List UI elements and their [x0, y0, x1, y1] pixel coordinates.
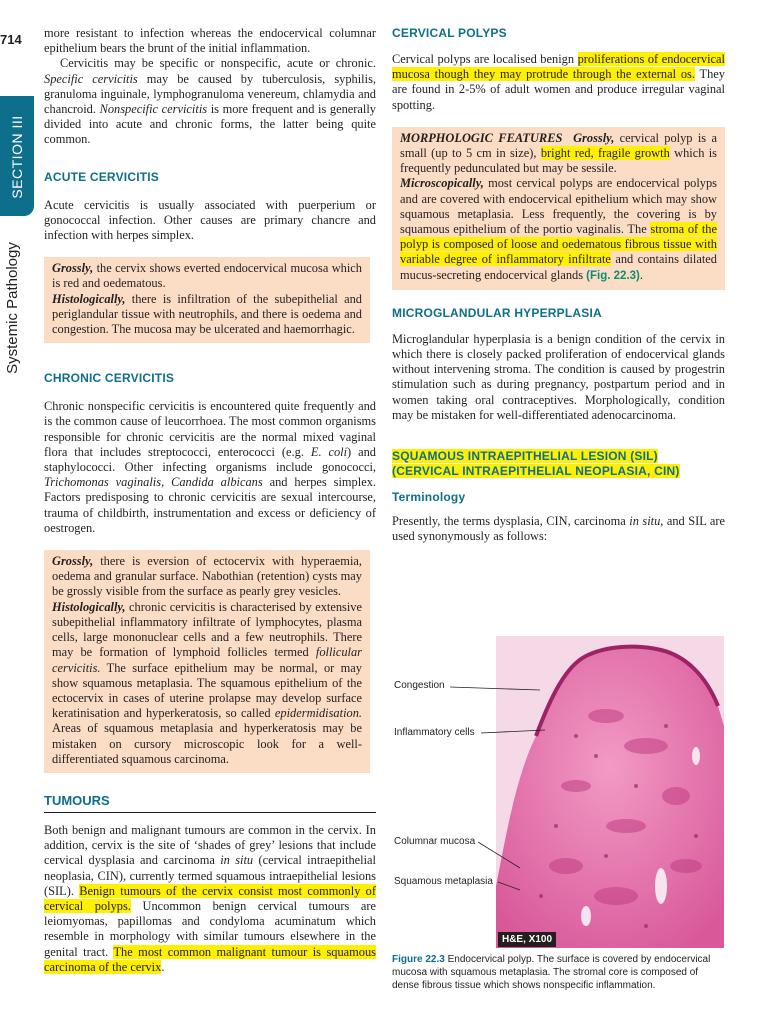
stain-magnification-badge: H&E, X100 [498, 932, 556, 947]
text-span: Cervicitis may be specific or nonspecific, acute or chronic. [60, 56, 376, 71]
italic-term: in situ [220, 853, 254, 868]
sil-heading-text-2: (CERVICAL INTRAEPITHELIAL NEOPLASIA, CIN) [392, 464, 680, 479]
highlighted-text: The most common malignant tumour is squamous carcinoma of the cervix [44, 944, 377, 974]
italic-term: Trichomonas vaginalis, Candida albicans [44, 475, 263, 490]
highlighted-text: stroma of the polyp is composed of loose and oedematous fibrous tissue with variable degree of inflammatory infiltrate [400, 222, 717, 267]
caption-text: Endocervical polyp. The surface is covered by endocervical mucosa with squamous metaplasia. The stromal core is composed of dense fibrous tissue which shows nonspecific inflammation. [392, 954, 711, 991]
polyp-morphology-box [392, 127, 725, 290]
terminology-paragraph [392, 514, 725, 544]
sil-heading-text-1: SQUAMOUS INTRAEPITHELIAL LESION (SIL) [392, 449, 658, 464]
text-span: Both benign and malignant tumours are common in the cervix. In addition, cervix is the site of ‘shades of grey’ lesions that include cervical dysplasia and carcinoma [44, 822, 376, 868]
left-column [44, 26, 376, 975]
terminology-heading: Terminology [392, 490, 466, 505]
text-span: is more frequent and is generally divided into acute and chronic forms, the latter being quite common. [44, 102, 377, 147]
figure-label: Figure 22.3 [392, 954, 445, 965]
acute-morphology-box [44, 257, 370, 343]
text-span: Areas of squamous metaplasia and hyperkeratosis may be mistaken on cursory microscopic look for a well-differentiated squamous carcinoma. [52, 721, 362, 766]
histo-label: Histologically, [52, 599, 126, 614]
text-span: chronic cervicitis is characterised by extensive subepithelial inflammatory infiltrate of lymphocytes, plasma cells, large mononuclear cells and a few neutrophils. There may be formation of lymphoid follicles termed [52, 599, 362, 660]
micrograph-svg [496, 636, 724, 948]
text-span: may be caused by tuberculosis, syphilis, granuloma inguinale, lymphogranuloma venereum, chlamydia and chancroid. [44, 71, 376, 117]
page-number-area [0, 0, 34, 96]
text-span: Presently, the terms dysplasia, CIN, carcinoma [392, 514, 630, 529]
callout-congestion: Congestion [394, 680, 445, 691]
morphologic-features-label: MORPHOLOGIC FEATURES [400, 130, 563, 145]
figure-reference-link[interactable]: (Fig. 22.3) [586, 269, 640, 282]
right-column [392, 26, 725, 544]
text-span: , and SIL are used synonymously as follows: [392, 514, 725, 544]
intro-paragraph-1: more resistant to infection whereas the endocervical columnar epithelium bears the brunt of the initial inflammation. [44, 26, 376, 56]
cervical-polyps-heading: CERVICAL POLYPS [392, 26, 507, 40]
text-span: . [639, 267, 643, 282]
section-divider [44, 812, 376, 813]
highlighted-text: Benign tumours of the cervix consist most commonly of cervical polyps. [44, 883, 376, 913]
italic-term: Nonspecific cervicitis [99, 102, 208, 117]
polyps-paragraph [392, 52, 725, 113]
micro-label: Microscopically, [400, 176, 484, 191]
text-span: (cervical intraepithelial neoplasia, CIN), currently termed squamous intraepithelial lesions (SIL). [44, 853, 376, 898]
gross-label: Grossly, [52, 261, 94, 276]
tumours-heading: TUMOURS [44, 792, 110, 808]
text-span: which is frequently pedunculated but may be sessile. [400, 146, 717, 176]
text-span: and herpes simplex. Factors predisposing to chronic cervicitis are sexual intercourse, trauma of childbirth, instrumentation and excess or deficiency of oestrogen. [44, 475, 376, 535]
text-span: the cervix shows everted endocervical mucosa which is red and oedematous. [52, 261, 362, 291]
microglandular-paragraph: Microglandular hyperplasia is a benign condition of the cervix in which there is closely packed proliferation of endocervical glands without intervening stroma. The condition is caused by progestrin stimulation such as during pregnancy, postpartum period and in women taking oral contraceptives. Morphologically, condition may be mistaken for well-differentiated adenocarcinoma. [392, 331, 725, 422]
text-span: there is eversion of ectocervix with hyperaemia, oedema and granular surface. Nabothian (retention) cysts may be grossly visible from the surface as pearly grey vesicles. [52, 554, 362, 599]
intro-paragraph-2 [44, 56, 376, 147]
italic-term: follicular cervicitis. [52, 645, 362, 675]
italic-term: epidermidisation. [274, 706, 362, 721]
tumours-paragraph [44, 823, 376, 975]
figure-caption [392, 953, 726, 992]
sil-heading [392, 449, 725, 478]
italic-term: Specific cervicitis [44, 71, 138, 86]
book-title: Systemic Pathology [4, 242, 21, 374]
text-span: Chronic nonspecific cervicitis is encountered quite frequently and is the common cause of leucorrhoea. The most common organisms responsible for chronic cervicitis are the normal mixed vaginal flora that includes streptococci, enterococci (e.g. [44, 399, 376, 459]
text-span: most cervical polyps are endocervical polyps and are covered with endocervical epithelium which may show squamous metaplasia. Less frequently, the covering is by squamous epithelium of the portio vaginalis. The [400, 176, 717, 237]
page-number: 714 [0, 32, 22, 47]
text-span: cervical polyp is a small (up to 5 cm in size), [400, 130, 717, 161]
italic-term: E. coli [310, 444, 348, 459]
sil-heading-line-1 [392, 449, 725, 463]
microglandular-heading: MICROGLANDULAR HYPERPLASIA [392, 305, 602, 320]
callout-squamous-metaplasia: Squamous metaplasia [394, 876, 493, 887]
callout-columnar-mucosa: Columnar mucosa [394, 836, 476, 847]
text-span: The surface epithelium may be normal, or may show squamous metaplasia. The squamous epithelium of the ectocervix in cases of uterine prolapse may develop surface keratinisation and hyperkeratosis, so called [52, 660, 362, 721]
callout-inflammatory-cells: Inflammatory cells [394, 727, 475, 738]
gross-label: Grossly, [52, 554, 94, 569]
text-span: ) and staphylococci. Other infecting organisms include gonococci, [44, 444, 376, 475]
acute-paragraph: Acute cervicitis is usually associated with puerperium or gonococcal infection. Other causes are primary chancre and infection with herpes simplex. [44, 197, 376, 243]
text-span: there is infiltration of the subepithelial and periglandular tissue with neutrophils, and there is oedema and congestion. The mucosa may be ulcerated and haemorrhagic. [52, 291, 362, 337]
italic-term: in situ [629, 514, 661, 529]
histo-label: Histologically, [52, 291, 126, 306]
text-span: . [161, 959, 165, 974]
gross-label: Grossly, [573, 130, 615, 145]
highlighted-text: bright red, fragile growth [540, 146, 670, 161]
highlighted-text: proliferations of endocervical mucosa though they may protrude through the external os. [392, 52, 725, 82]
sil-heading-line-2 [392, 464, 725, 478]
section-label: SECTION III [9, 115, 25, 199]
text-span: They are found in 2-5% of adult women and produce irregular vaginal spotting. [392, 67, 725, 112]
chronic-morphology-box [44, 550, 370, 773]
text-span: Uncommon benign cervical tumours are leiomyomas, papillomas and condyloma acuminatum which resemble in morphology with similar tumours elsewhere in the genital tract. [44, 898, 376, 959]
acute-cervicitis-heading: ACUTE CERVICITIS [44, 169, 159, 184]
micrograph-image [496, 636, 724, 948]
text-span: and contains dilated mucus-secreting endocervical glands [400, 252, 717, 282]
chronic-cervicitis-heading: CHRONIC CERVICITIS [44, 371, 175, 386]
text-span: Cervical polyps are localised benign [392, 52, 578, 66]
chronic-paragraph [44, 399, 376, 536]
